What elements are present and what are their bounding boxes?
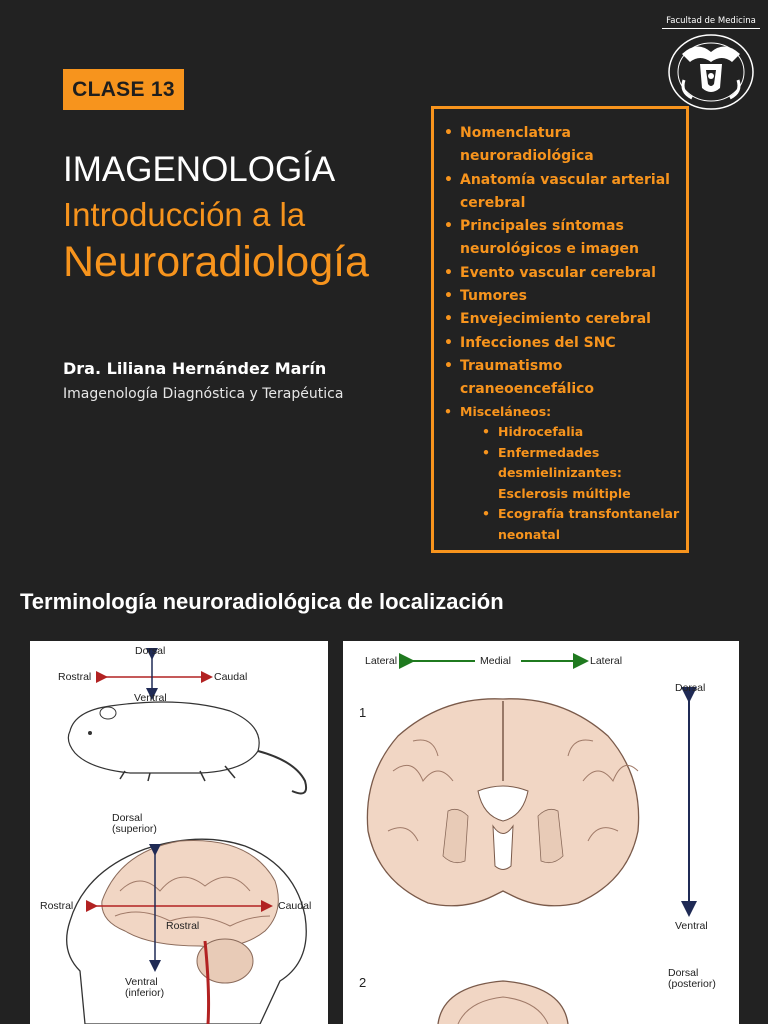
section-title: Terminología neuroradiológica de localización [20,589,504,614]
misc-item: • Ecografía transfontanelar neonatal [482,504,680,545]
topics-box [431,106,689,553]
title-line-2: Introducción a la [63,196,306,233]
topic-item: • Infecciones del SNC [444,332,680,355]
dorsal2-label: Dorsal [668,967,699,979]
human-caudal-label: Caudal [278,900,312,912]
topic-item: • Tumores [444,285,680,308]
topic-misc [444,402,680,546]
rat-ventral-label: Ventral [134,692,167,704]
orientation-diagram [30,641,328,1024]
misc-sublist [482,422,680,545]
ventral-label: Ventral [675,920,708,932]
human-ventral-label: Ventral [125,976,158,988]
topic-item: • Principales síntomas neurológicos e imagen [444,215,680,262]
misc-item: • Hidrocefalia [482,422,680,443]
rat-rostral-label: Rostral [58,671,92,683]
faculty-logo-text: Facultad de Medicina [666,16,756,26]
human-rostral-label: Rostral [40,900,74,912]
rat-human-orientation-figure [30,641,328,1024]
author-affiliation: Imagenología Diagnóstica y Terapéutica [63,386,344,402]
rat-caudal-label: Caudal [214,671,248,683]
lateral-left-label: Lateral [365,655,398,667]
misc-label: Misceláneos: [460,403,552,419]
human-dorsal-sub: (superior) [112,823,157,835]
rat-dorsal-label: Dorsal [135,645,166,657]
title-line-1: IMAGENOLOGÍA [63,150,336,189]
title-line-3: Neuroradiología [63,238,369,286]
topic-item: • Envejecimiento cerebral [444,308,680,331]
topic-item: • Evento vascular cerebral [444,262,680,285]
dorsal2-sub: (posterior) [668,978,716,990]
misc-item: • Enfermedades desmielinizantes: Esclerosis múltiple [482,443,680,505]
medial-label: Medial [480,655,511,667]
coronal-section-figure [343,641,739,1024]
unam-seal-icon [662,32,760,112]
section-number-2: 2 [359,975,367,990]
class-badge: CLASE 13 [63,69,184,110]
dorsal-label: Dorsal [675,682,706,694]
faculty-logo [662,16,760,110]
lateral-right-label: Lateral [590,655,623,667]
human-ventral-sub: (inferior) [125,987,165,999]
section-number-1: 1 [359,705,367,720]
human-rostral-inner-label: Rostral [166,920,200,932]
topics-list [444,122,680,545]
author-name: Dra. Liliana Hernández Marín [63,359,327,378]
human-dorsal-label: Dorsal [112,812,143,824]
topic-item: • Traumatismo craneoencefálico [444,355,680,402]
topic-item: • Nomenclatura neuroradiológica [444,122,680,169]
topic-item: • Anatomía vascular arterial cerebral [444,169,680,216]
logo-divider [662,28,760,29]
